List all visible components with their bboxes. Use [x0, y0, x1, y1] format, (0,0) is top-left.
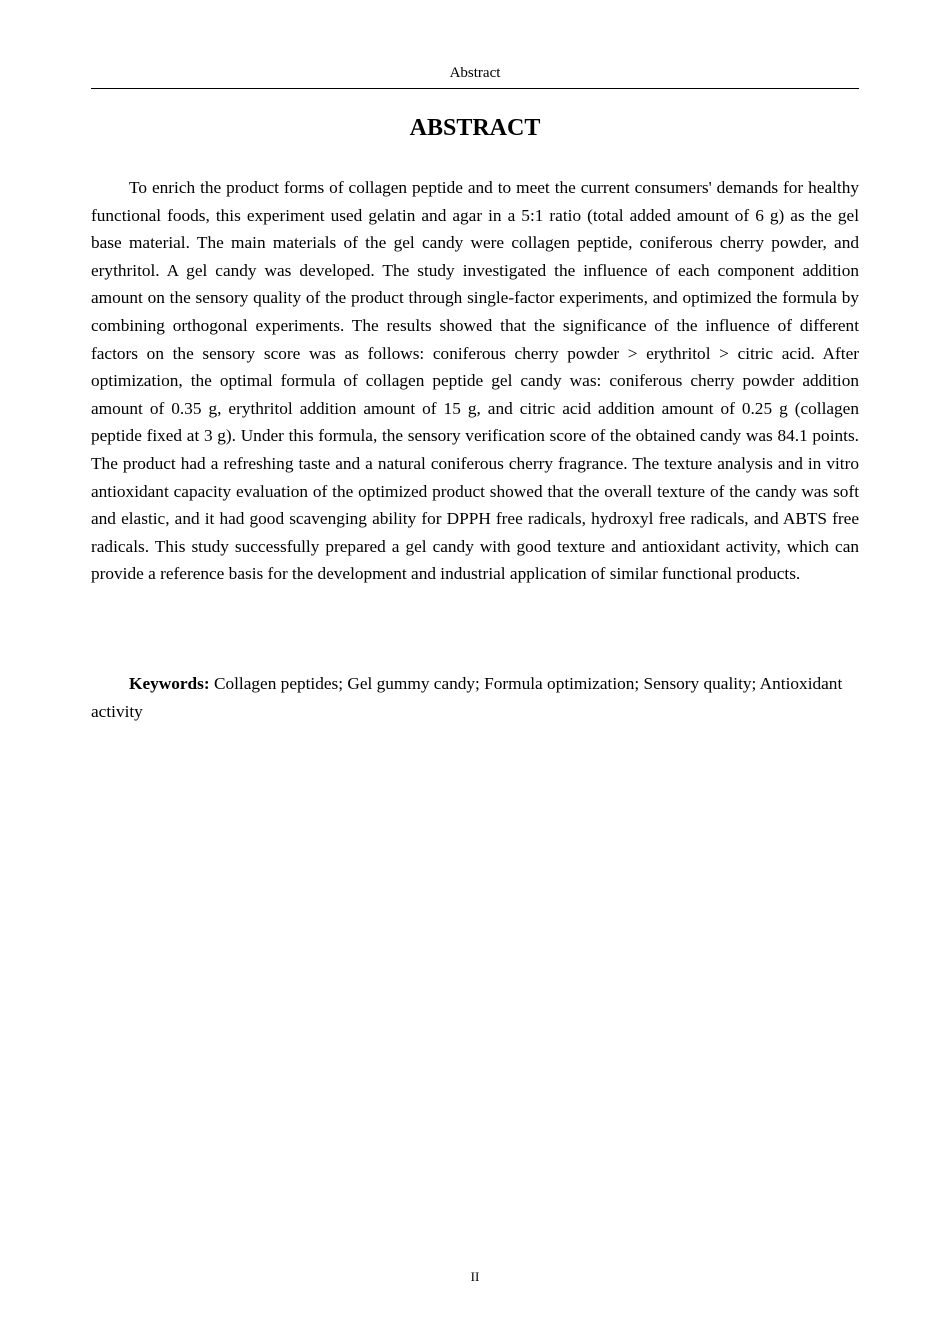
abstract-paragraph: To enrich the product forms of collagen peptide and to meet the current consumers' demands for healthy functional foods, this experiment used gelatin and agar in a 5:1 ratio (total added amount of 6 g) as the gel base material. The main materials of the gel candy were collagen peptide, coniferous cherry powder, and erythritol. A gel candy was developed. The study investigated the influence of each component addition amount on the sensory quality of the product through single-factor experiments, and optimized the formula by combining orthogonal experiments. The results showed that the significance of the influence of different factors on the sensory score was as follows: coniferous cherry powder > erythritol > citric acid. After optimization, the optimal formula of collagen peptide gel candy was: coniferous cherry powder addition amount of 0.35 g, erythritol addition amount of 15 g, and citric acid addition amount of 0.25 g (collagen peptide fixed at 3 g). Under this formula, the sensory verification score of the obtained candy was 84.1 points. The product had a refreshing taste and a natural coniferous cherry fragrance. The texture analysis and in vitro antioxidant capacity evaluation of the optimized product showed that the overall texture of the candy was soft and elastic, and it had good scavenging ability for DPPH free radicals, hydroxyl free radicals, and ABTS free radicals. This study successfully prepared a gel candy with good texture and antioxidant activity, which can provide a reference basis for the development and industrial application of similar functional products.: [91, 178, 859, 584]
keywords-line: [91, 670, 859, 725]
running-header: Abstract: [449, 65, 501, 81]
keywords-label: Keywords:: [129, 674, 210, 693]
page-title: ABSTRACT: [409, 115, 541, 141]
header-rule: [91, 88, 859, 89]
page-number: II: [470, 1269, 480, 1284]
keywords-text: Collagen peptides; Gel gummy candy; Formula optimization; Sensory quality; Antioxidant activity: [91, 674, 843, 721]
